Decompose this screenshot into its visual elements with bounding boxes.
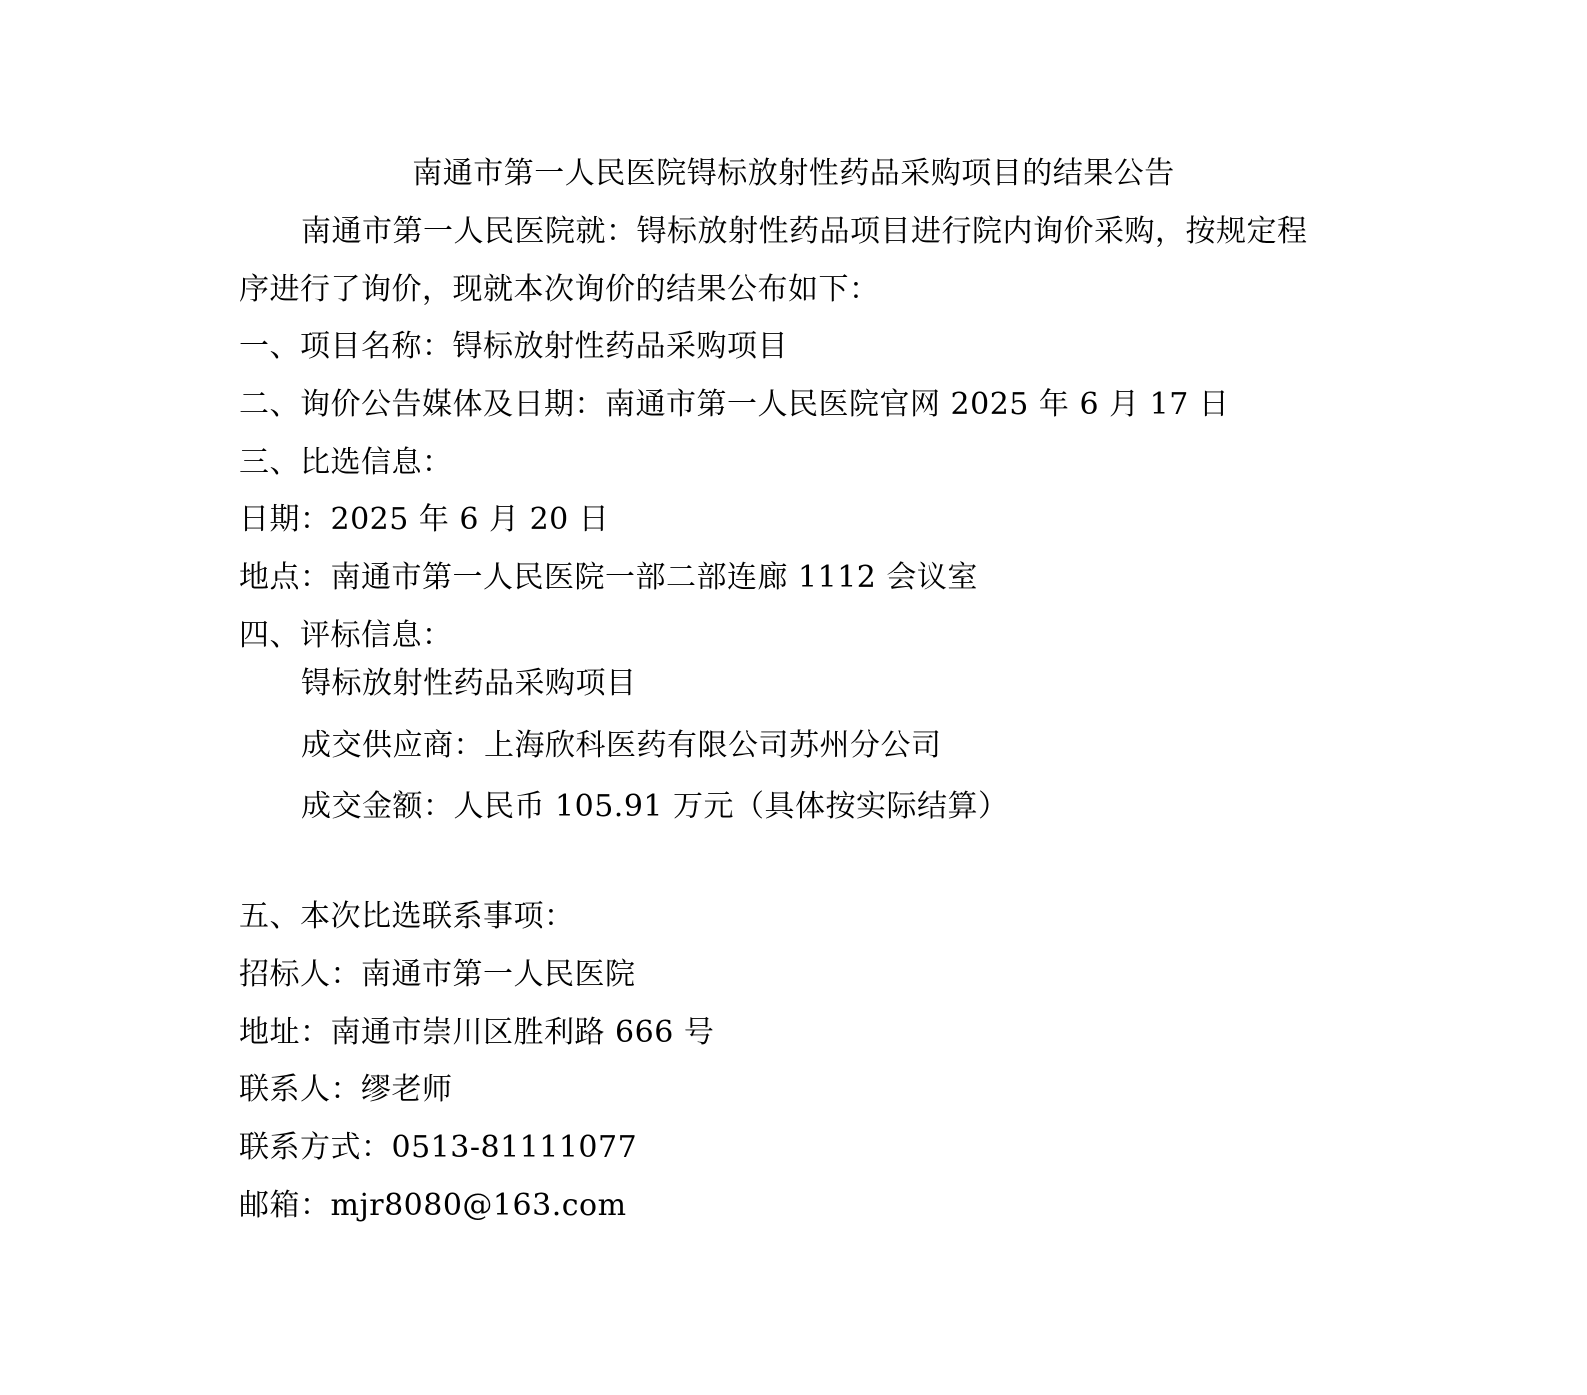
evaluated-project-name: 锝标放射性药品采购项目 <box>301 666 637 701</box>
document-title: 南通市第一人民医院锝标放射性药品采购项目的结果公告 <box>412 156 1175 191</box>
intro-paragraph-line-1: 南通市第一人民医院就：锝标放射性药品项目进行院内询价采购，按规定程 <box>301 214 1308 249</box>
contact-person: 联系人：缪老师 <box>239 1072 453 1107</box>
transaction-amount: 成交金额：人民币 105.91 万元（具体按实际结算） <box>301 789 1009 824</box>
contact-email: 邮箱：mjr8080@163.com <box>239 1188 627 1223</box>
tenderer: 招标人：南通市第一人民医院 <box>239 957 636 992</box>
winning-supplier: 成交供应商：上海欣科医药有限公司苏州分公司 <box>301 728 942 763</box>
section-contact-heading: 五、本次比选联系事项： <box>239 899 575 934</box>
section-project-name: 一、项目名称：锝标放射性药品采购项目 <box>239 329 788 364</box>
selection-date: 日期：2025 年 6 月 20 日 <box>239 502 610 537</box>
section-selection-info-heading: 三、比选信息： <box>239 445 453 480</box>
section-evaluation-info-heading: 四、评标信息： <box>239 618 453 653</box>
contact-phone: 联系方式：0513-81111077 <box>239 1130 638 1165</box>
intro-paragraph-line-2: 序进行了询价，现就本次询价的结果公布如下： <box>239 272 880 307</box>
address: 地址：南通市崇川区胜利路 666 号 <box>239 1015 715 1050</box>
section-announcement-media: 二、询价公告媒体及日期：南通市第一人民医院官网 2025 年 6 月 17 日 <box>239 387 1230 422</box>
selection-location: 地点：南通市第一人民医院一部二部连廊 1112 会议室 <box>239 560 978 595</box>
